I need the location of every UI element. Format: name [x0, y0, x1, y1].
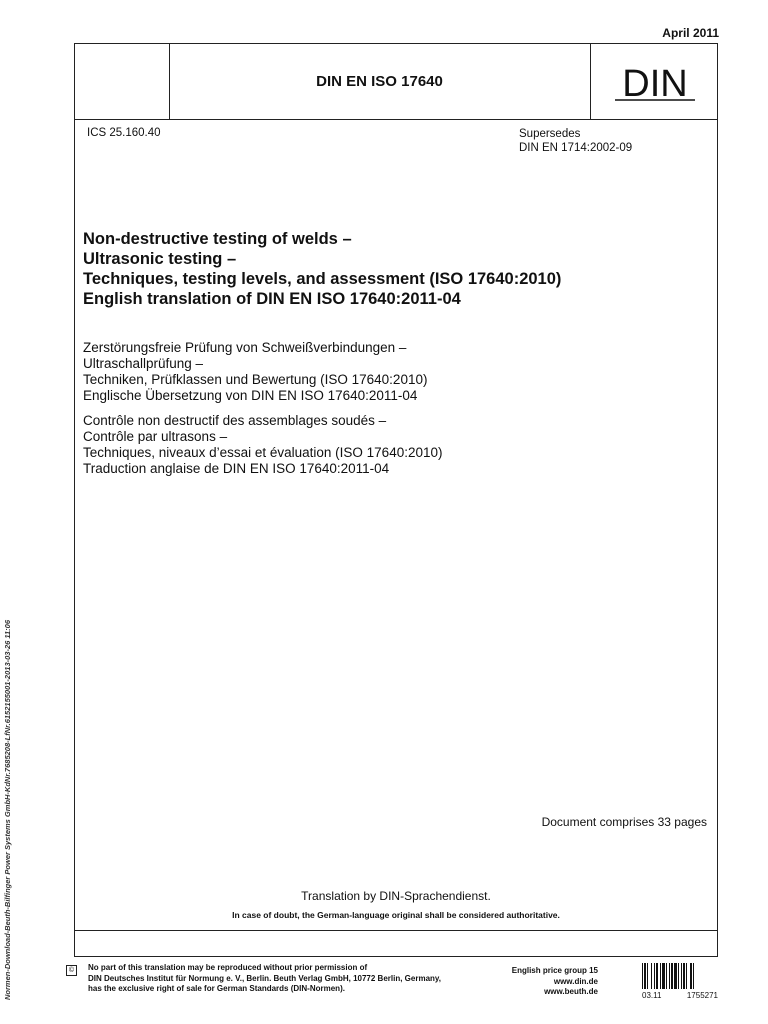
footer-divider — [75, 930, 717, 931]
english-title-line: Techniques, testing levels, and assessment (ISO 17640:2010) — [83, 270, 562, 288]
barcode-number-right: 1755271 — [686, 991, 718, 1000]
din-website-link[interactable]: www.din.de — [553, 976, 598, 986]
german-title-line: Englische Übersetzung von DIN EN ISO 17640:2011-04 — [83, 388, 418, 403]
barcode-icon — [642, 963, 718, 989]
price-block — [512, 966, 598, 998]
english-title-line: Ultrasonic testing – — [83, 250, 237, 268]
translation-note: Translation by DIN-Sprachendienst. — [301, 889, 491, 903]
barcode-numbers — [642, 991, 718, 1000]
supersedes-label: Supersedes — [519, 128, 581, 140]
din-logo-text: DIN — [622, 62, 688, 104]
publication-date: April 2011 — [662, 26, 719, 40]
copyright-notice — [88, 963, 478, 995]
download-watermark-text: Normen-Download-Beuth-Bilfinger Power Systems GmbH-KdNr.7685208-LfNr.6152155001-2013-03-26 11:06 — [3, 620, 12, 1000]
din-logo-cell — [590, 44, 719, 119]
english-title-line: English translation of DIN EN ISO 17640:2011-04 — [83, 290, 461, 308]
ics-code: ICS 25.160.40 — [87, 127, 161, 139]
copyright-line: DIN Deutsches Institut für Normung e. V., Berlin. Beuth Verlag GmbH, 10772 Berlin, Germany, — [88, 973, 441, 983]
page-count-note: Document comprises 33 pages — [541, 815, 707, 829]
copyright-icon: © — [66, 965, 77, 976]
header-row — [75, 44, 717, 120]
french-title-line: Techniques, niveaux d’essai et évaluation (ISO 17640:2010) — [83, 445, 443, 460]
authoritative-note: In case of doubt, the German-language original shall be considered authoritative. — [232, 910, 560, 920]
french-title-line: Traduction anglaise de DIN EN ISO 17640:2011-04 — [83, 461, 390, 476]
french-title — [83, 413, 442, 477]
german-title-line: Techniken, Prüfklassen und Bewertung (ISO 17640:2010) — [83, 372, 428, 387]
french-title-line: Contrôle non destructif des assemblages soudés – — [83, 413, 387, 428]
beuth-website-link[interactable]: www.beuth.de — [544, 987, 598, 996]
standard-number: DIN EN ISO 17640 — [316, 73, 443, 90]
supersedes-value: DIN EN 1714:2002-09 — [519, 142, 633, 154]
english-title-line: Non-destructive testing of welds – — [83, 230, 352, 248]
german-title — [83, 340, 427, 404]
barcode-number-left: 03.11 — [642, 991, 662, 1000]
german-title-line: Ultraschallprüfung – — [83, 356, 204, 371]
french-title-line: Contrôle par ultrasons – — [83, 429, 228, 444]
copyright-line: No part of this translation may be reproduced without prior permission of — [88, 963, 368, 972]
supersedes-block — [519, 127, 632, 155]
cover-frame — [74, 43, 718, 957]
price-group: English price group 15 — [511, 966, 598, 975]
din-logo — [609, 60, 701, 104]
copyright-line: has the exclusive right of sale for German Standards (DIN-Normen). — [88, 984, 345, 993]
german-title-line: Zerstörungsfreie Prüfung von Schweißverbindungen – — [83, 340, 407, 355]
english-title — [83, 229, 561, 309]
header-empty-cell — [75, 44, 170, 119]
